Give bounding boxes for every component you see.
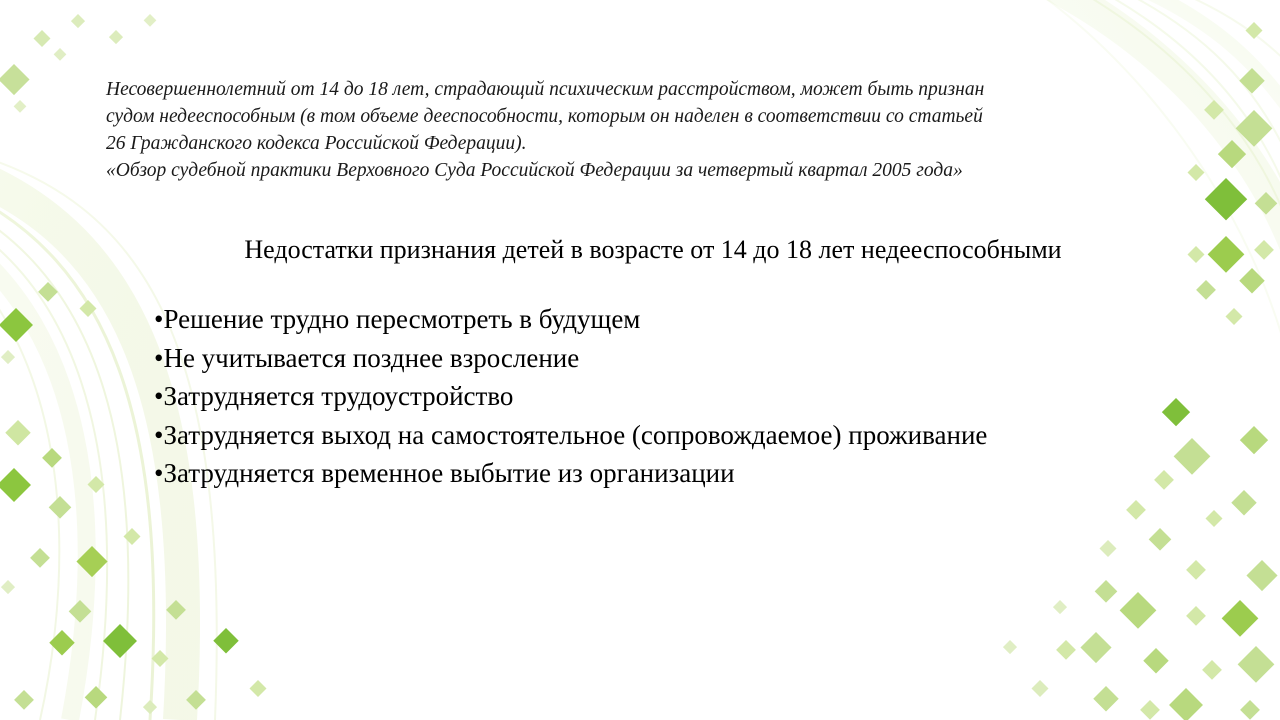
quote-line-1: Несовершеннолетний от 14 до 18 лет, страдающий психическим расстройством, может быть признан (106, 79, 985, 100)
list-item (154, 454, 987, 493)
bullet-dot: • (154, 419, 164, 450)
list-item-text: Затрудняется выход на самостоятельное (сопровождаемое) проживание (163, 419, 988, 450)
bullet-dot: • (154, 304, 164, 334)
list-item-text: Не учитывается позднее взросление (163, 342, 580, 373)
slide-heading: Недостатки признания детей в возрасте от 14 до 18 лет недееспособными (244, 235, 1062, 264)
list-item-text: Решение трудно пересмотреть в будущем (163, 304, 641, 334)
list-item (154, 377, 987, 416)
list-item (154, 416, 987, 455)
quote-block (106, 76, 1206, 184)
quote-source: «Обзор судебной практики Верховного Суда Российской Федерации за четвертый квартал 2005 года» (106, 160, 963, 181)
list-item-text: Затрудняется временное выбытие из организации (163, 458, 735, 488)
quote-line-3: 26 Гражданского кодекса Российской Федерации). (106, 133, 527, 154)
bullet-dot: • (154, 381, 164, 411)
list-item (154, 339, 987, 378)
right-swirl (1020, 0, 1280, 420)
list-item (154, 300, 987, 339)
bullet-dot: • (154, 458, 164, 488)
list-item-text: Затрудняется трудоустройство (163, 381, 514, 411)
quote-line-2: судом недееспособным (в том объеме дееспособности, которым он наделен в соответствии со статьей (106, 106, 983, 127)
bullet-list (154, 300, 987, 493)
bullet-dot: • (154, 342, 164, 373)
